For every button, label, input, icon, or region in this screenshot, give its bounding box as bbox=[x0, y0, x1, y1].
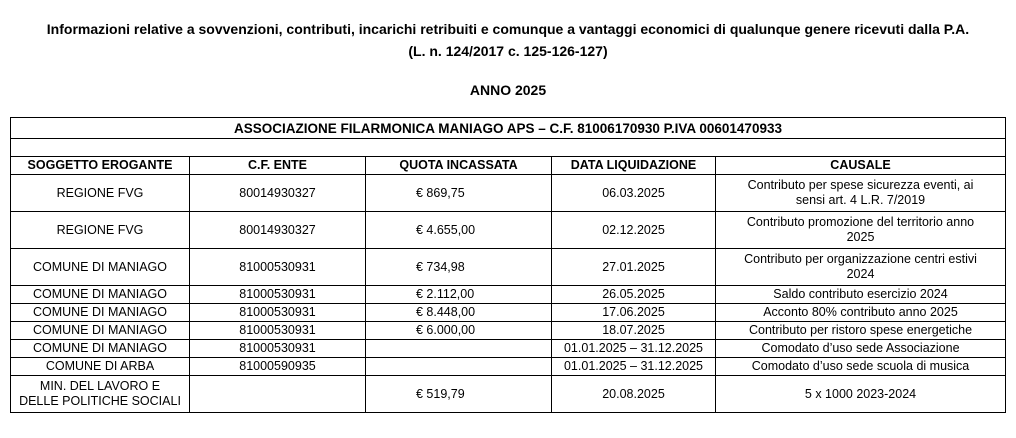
cell-soggetto bbox=[11, 175, 190, 212]
table-row bbox=[11, 304, 1006, 322]
table-row bbox=[11, 358, 1006, 376]
cell-soggetto bbox=[11, 249, 190, 286]
cell-soggetto-text: COMUNE DI MANIAGO bbox=[32, 305, 168, 319]
cell-cf-ente-text: 81000530931 bbox=[239, 259, 316, 274]
cell-soggetto bbox=[11, 358, 190, 376]
cell-causale bbox=[716, 358, 1006, 376]
cell-causale-text: Acconto 80% contributo anno 2025 bbox=[763, 305, 958, 319]
cell-cf-ente bbox=[190, 249, 366, 286]
cell-soggetto-text: MIN. DEL LAVORO E bbox=[39, 379, 161, 393]
cell-soggetto-text: COMUNE DI MANIAGO bbox=[32, 259, 168, 274]
cell-data bbox=[552, 175, 716, 212]
cell-cf-ente-text: 81000530931 bbox=[239, 341, 316, 355]
cell-quota bbox=[366, 286, 552, 304]
cell-causale-text: Saldo contributo esercizio 2024 bbox=[773, 287, 948, 301]
cell-cf-ente bbox=[190, 376, 366, 413]
table-title-row bbox=[11, 118, 1006, 139]
cell-causale-text: Contributo per organizzazione centri estivi bbox=[744, 252, 977, 266]
cell-causale bbox=[716, 249, 1006, 286]
header-soggetto: SOGGETTO EROGANTE bbox=[11, 157, 190, 175]
cell-cf-ente bbox=[190, 358, 366, 376]
cell-data bbox=[552, 304, 716, 322]
cell-cf-ente bbox=[190, 286, 366, 304]
cell-cf-ente-text: 81000530931 bbox=[239, 287, 316, 301]
cell-cf-ente-text: 81000530931 bbox=[239, 305, 316, 319]
cell-causale-text: sensi art. 4 L.R. 7/2019 bbox=[795, 193, 926, 207]
cell-data bbox=[552, 322, 716, 340]
table-row bbox=[11, 376, 1006, 413]
cell-soggetto bbox=[11, 286, 190, 304]
cell-quota bbox=[366, 358, 552, 376]
cell-quota bbox=[366, 376, 552, 413]
cell-causale-text: Contributo per spese sicurezza eventi, ai bbox=[747, 178, 974, 192]
cell-data bbox=[552, 376, 716, 413]
year-heading: ANNO 2025 bbox=[469, 82, 547, 98]
header-quota: QUOTA INCASSATA bbox=[366, 157, 552, 175]
table-body bbox=[11, 118, 1006, 413]
cell-cf-ente bbox=[190, 340, 366, 358]
cell-soggetto-text: COMUNE DI MANIAGO bbox=[32, 341, 168, 355]
cell-quota bbox=[366, 249, 552, 286]
cell-soggetto-text: COMUNE DI ARBA bbox=[45, 359, 155, 373]
cell-soggetto bbox=[11, 322, 190, 340]
cell-cf-ente bbox=[190, 322, 366, 340]
table-row bbox=[11, 212, 1006, 249]
cell-causale bbox=[716, 212, 1006, 249]
cell-causale-text: 5 x 1000 2023-2024 bbox=[804, 386, 917, 401]
association-title: ASSOCIAZIONE FILARMONICA MANIAGO APS – C.F. 81006170930 P.IVA 00601470933 bbox=[11, 118, 1006, 139]
cell-data-text: 20.08.2025 bbox=[602, 386, 665, 401]
cell-causale-text: Contributo promozione del territorio anno bbox=[746, 215, 975, 229]
cell-cf-ente bbox=[190, 175, 366, 212]
cell-quota bbox=[366, 175, 552, 212]
cell-data bbox=[552, 212, 716, 249]
cell-quota-text: € 2.112,00 bbox=[416, 287, 475, 301]
table-header-row bbox=[11, 157, 1006, 175]
cell-soggetto-text: COMUNE DI MANIAGO bbox=[32, 287, 168, 301]
header-cf-ente: C.F. ENTE bbox=[190, 157, 366, 175]
cell-quota bbox=[366, 340, 552, 358]
cell-quota bbox=[366, 212, 552, 249]
cell-cf-ente-text: 81000590935 bbox=[239, 359, 316, 373]
cell-data-text: 06.03.2025 bbox=[602, 185, 665, 200]
cell-soggetto-text: DELLE POLITICHE SOCIALI bbox=[19, 394, 181, 408]
cell-soggetto-text: COMUNE DI MANIAGO bbox=[32, 323, 168, 337]
cell-causale bbox=[716, 175, 1006, 212]
table-row bbox=[11, 175, 1006, 212]
cell-causale-text: Contributo per ristoro spese energetiche bbox=[748, 323, 973, 337]
cell-soggetto bbox=[11, 304, 190, 322]
cell-quota-text: € 519,79 bbox=[416, 386, 465, 401]
cell-data-text: 02.12.2025 bbox=[602, 222, 665, 237]
cell-quota-text: € 4.655,00 bbox=[416, 222, 476, 237]
cell-soggetto bbox=[11, 376, 190, 413]
cell-data bbox=[552, 249, 716, 286]
table-row bbox=[11, 286, 1006, 304]
cell-data-text: 26.05.2025 bbox=[602, 287, 665, 301]
cell-causale-text: 2025 bbox=[846, 230, 875, 244]
cell-cf-ente bbox=[190, 212, 366, 249]
cell-causale-text: Comodato d’uso sede Associazione bbox=[761, 341, 960, 355]
cell-quota-text: € 869,75 bbox=[416, 185, 465, 200]
cell-soggetto-text: REGIONE FVG bbox=[56, 222, 144, 237]
cell-cf-ente-text: 81000530931 bbox=[239, 323, 316, 337]
cell-data-text: 27.01.2025 bbox=[602, 259, 665, 274]
cell-causale-text: Comodato d’uso sede scuola di musica bbox=[751, 359, 970, 373]
cell-quota bbox=[366, 304, 552, 322]
cell-data-text: 18.07.2025 bbox=[602, 323, 665, 337]
blank-row bbox=[11, 139, 1006, 157]
table-row bbox=[11, 340, 1006, 358]
cell-causale bbox=[716, 286, 1006, 304]
cell-causale bbox=[716, 304, 1006, 322]
cell-causale bbox=[716, 322, 1006, 340]
cell-quota-text: € 6.000,00 bbox=[416, 323, 476, 337]
cell-soggetto bbox=[11, 212, 190, 249]
grants-table bbox=[10, 117, 1006, 413]
cell-data bbox=[552, 340, 716, 358]
heading-line-1: Informazioni relative a sovvenzioni, contributi, incarichi retribuiti e comunque a vantaggi economici di qualunque genere ricevuti dalla P.A. bbox=[46, 21, 970, 37]
cell-cf-ente-text: 80014930327 bbox=[239, 222, 316, 237]
cell-cf-ente bbox=[190, 304, 366, 322]
cell-data-text: 17.06.2025 bbox=[602, 305, 665, 319]
cell-soggetto-text: REGIONE FVG bbox=[56, 185, 144, 200]
cell-causale bbox=[716, 340, 1006, 358]
cell-soggetto bbox=[11, 340, 190, 358]
cell-data-text: 01.01.2025 – 31.12.2025 bbox=[563, 359, 704, 373]
cell-data bbox=[552, 286, 716, 304]
cell-data-text: 01.01.2025 – 31.12.2025 bbox=[563, 341, 704, 355]
table-row bbox=[11, 249, 1006, 286]
cell-causale-text: 2024 bbox=[846, 267, 875, 281]
cell-causale bbox=[716, 376, 1006, 413]
header-causale: CAUSALE bbox=[716, 157, 1006, 175]
blank-cell bbox=[11, 139, 1006, 157]
cell-quota bbox=[366, 322, 552, 340]
table-row bbox=[11, 322, 1006, 340]
heading-line-2: (L. n. 124/2017 c. 125-126-127) bbox=[408, 43, 608, 59]
cell-cf-ente-text: 80014930327 bbox=[239, 185, 316, 200]
cell-quota-text: € 734,98 bbox=[416, 259, 465, 274]
cell-data bbox=[552, 358, 716, 376]
header-data: DATA LIQUIDAZIONE bbox=[552, 157, 716, 175]
cell-quota-text: € 8.448,00 bbox=[416, 305, 476, 319]
